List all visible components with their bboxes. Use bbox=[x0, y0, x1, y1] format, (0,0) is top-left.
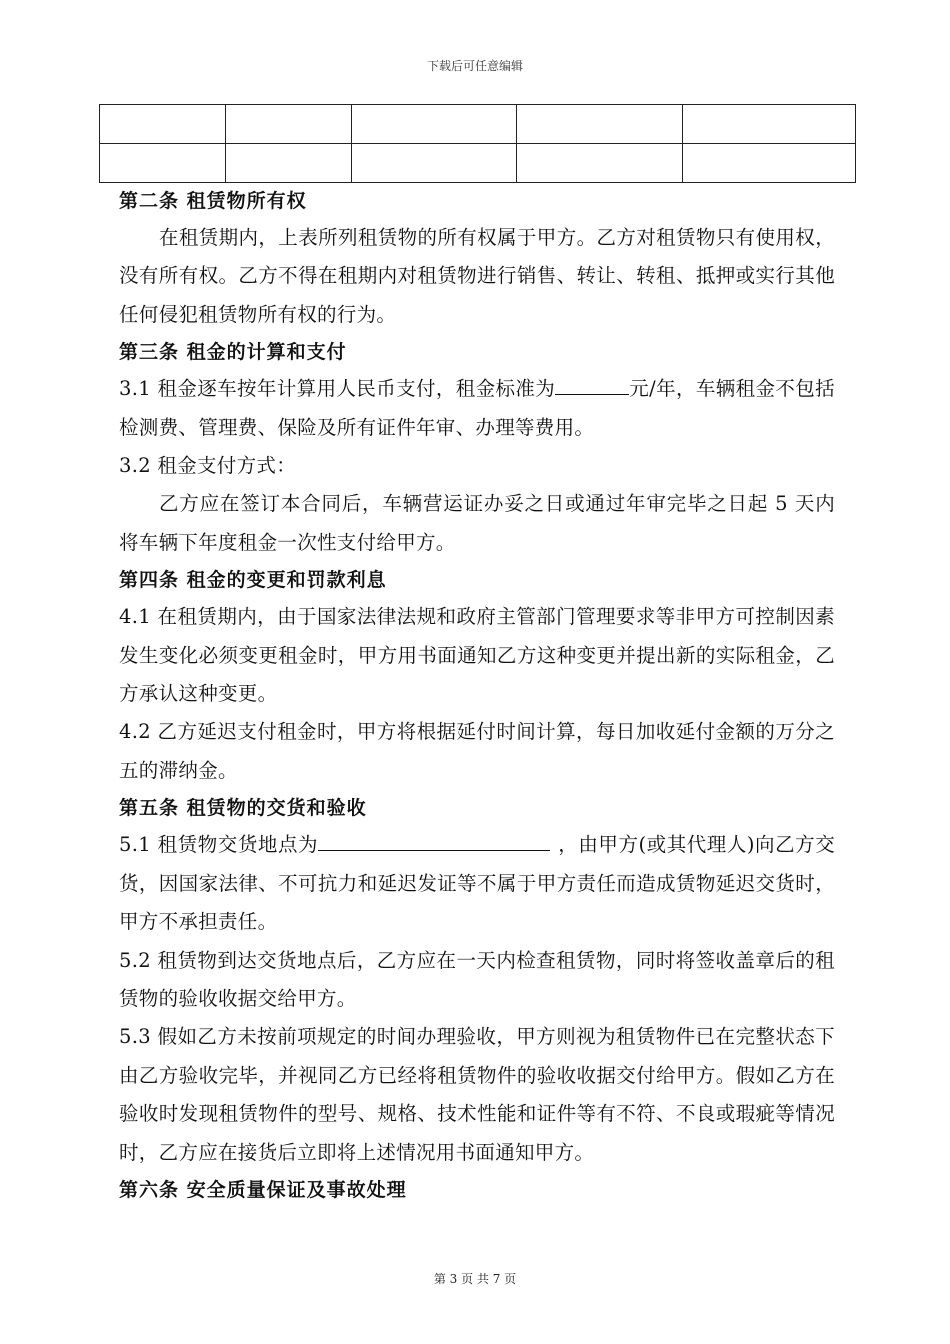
table-cell bbox=[226, 105, 352, 144]
section-2-title: 第二条 租赁物所有权 bbox=[119, 190, 307, 212]
section-5-1-paragraph bbox=[119, 826, 835, 941]
section-4-title: 第四条 租金的变更和罚款利息 bbox=[119, 569, 387, 592]
section-3-1-text-b: 元/年，车辆租金不包括检测费、管理费、保险及所有证件年审、办理等费用。 bbox=[119, 377, 835, 439]
rental-items-table bbox=[99, 104, 856, 183]
section-4-1-paragraph: 4.1 在租赁期内，由于国家法律法规和政府主管部门管理要求等非甲方可控制因素发生变化必须变更租金时，甲方用书面通知乙方这种变更并提出新的实际租金，乙方承认这种变更。 bbox=[119, 605, 835, 706]
table-row bbox=[100, 144, 856, 183]
table-cell bbox=[352, 105, 517, 144]
rent-amount-blank bbox=[555, 374, 629, 395]
table-cell bbox=[517, 105, 683, 144]
table-cell bbox=[100, 105, 226, 144]
section-3-title: 第三条 租金的计算和支付 bbox=[119, 341, 347, 364]
section-3-2-detail: 乙方应在签订本合同后，车辆营运证办妥之日或通过年审完毕之日起 5 天内将车辆下年度租金一次性支付给甲方。 bbox=[119, 492, 835, 554]
table-cell bbox=[352, 144, 517, 183]
page-footer: 第 3 页 共 7 页 bbox=[433, 1272, 517, 1286]
section-5-3-paragraph: 5.3 假如乙方未按前项规定的时间办理验收，甲方则视为租赁物件已在完整状态下由乙方验收完毕，并视同乙方已经将租赁物件的验收收据交付给甲方。假如乙方在验收时发现租赁物件的型号、规格、技术性能和证件等有不符、不良或瑕疵等情况时，乙方应在接货后立即将上述情况用书面通知甲方。 bbox=[119, 1025, 835, 1164]
section-3-2-paragraph: 3.2 租金支付方式： bbox=[119, 454, 297, 478]
section-5-1-text-b: ，由甲方(或其代理人)向乙方交货，因国家法律、不可抗力和延迟发证等不属于甲方责任而造成赁物延迟交货时，甲方不承担责任。 bbox=[119, 833, 836, 934]
section-2-paragraph: 在租赁期内，上表所列租赁物的所有权属于甲方。乙方对租赁物只有使用权，没有所有权。乙方不得在租期内对租赁物进行销售、转让、转租、抵押或实行其他任何侵犯租赁物所有权的行为。 bbox=[119, 226, 835, 326]
table-cell bbox=[226, 144, 352, 183]
contract-body bbox=[119, 183, 835, 1208]
section-6-title: 第六条 安全质量保证及事故处理 bbox=[119, 1178, 407, 1201]
page-header: 下载后可任意编辑 bbox=[426, 59, 523, 73]
section-5-2-paragraph: 5.2 租赁物到达交货地点后，乙方应在一天内检查租赁物，同时将签收盖章后的租赁物的验收收据交给甲方。 bbox=[119, 948, 835, 1010]
table-row bbox=[100, 105, 856, 144]
table-cell bbox=[100, 144, 226, 183]
delivery-location-blank bbox=[318, 830, 550, 851]
table-cell bbox=[683, 144, 856, 183]
section-5-title: 第五条 租赁物的交货和验收 bbox=[119, 797, 367, 820]
section-3-1-paragraph bbox=[119, 370, 835, 447]
table-cell bbox=[683, 105, 856, 144]
section-3-1-text-a: 3.1 租金逐车按年计算用人民币支付，租金标准为 bbox=[119, 377, 556, 401]
section-5-1-text-a: 5.1 租赁物交货地点为 bbox=[119, 833, 319, 857]
table-cell bbox=[517, 144, 683, 183]
section-4-2-paragraph: 4.2 乙方延迟支付租金时，甲方将根据延付时间计算，每日加收延付金额的万分之五的滞纳金。 bbox=[119, 720, 835, 782]
